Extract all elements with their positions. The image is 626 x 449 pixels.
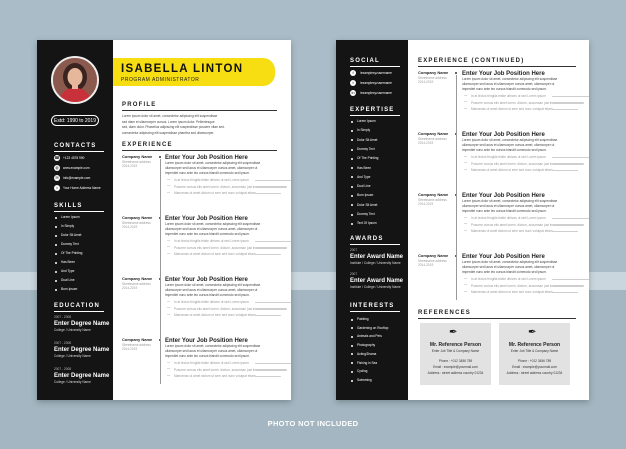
expertise-item: Dolor Sit Amet: [357, 137, 378, 142]
skill-item: Dolor Sit Amet: [61, 233, 82, 237]
job-bullet: In at lectus fringilla tristle ultrices ut sed Lorem ipsum: [174, 239, 249, 243]
resume-page-2: [336, 40, 589, 400]
job-description: Lorem ipsum dolor sit amet, consectetur adipiscing elit suspendisse: [462, 199, 558, 203]
bullet-dot: [351, 214, 353, 216]
bullet-dash: —: [167, 359, 171, 364]
education-degree: Enter Degree Name: [54, 321, 110, 327]
bullet-line: [255, 308, 287, 310]
interest-item: Swimming: [357, 377, 372, 382]
bullet-dot: [351, 223, 353, 225]
bullet-line: [255, 193, 281, 195]
candidate-name: ISABELLA LINTON: [121, 63, 244, 75]
bullet-dot: [55, 280, 57, 282]
bullet-dot: [351, 336, 353, 338]
job-bullet: Maecenas ut amet dictum ut sem sed nunc volutpat etiam: [471, 168, 553, 172]
profile-line: consectetur adipiscing elit suspendisse pharetra sed ullamcorper.: [122, 130, 215, 135]
reference-address: Address : street address country 01234: [506, 371, 563, 375]
job-description: ullamcorper sed lacus et ullamcorper cursus amet, ullamcorper ut: [165, 288, 258, 292]
expertise-item: And Type: [357, 174, 371, 179]
job-description: Lorem ipsum dolor sit amet, consectetur adipiscing elit suspendisse: [462, 138, 558, 142]
divider: [122, 150, 277, 151]
company-address: Streetname address: [418, 197, 447, 202]
interest-item: Gardening on Rooftop: [357, 325, 389, 330]
home-icon: ⌂: [55, 185, 59, 190]
skill-item: In Simply: [61, 224, 75, 228]
job-position: Enter Your Job Position Here: [165, 276, 248, 283]
bullet-dash: —: [167, 250, 171, 255]
reference-name: Mr. Reference Person: [429, 342, 482, 348]
job-description: Lorem ipsum dolor sit amet, consectetur adipiscing elit suspendisse: [462, 77, 558, 81]
job-bullet: Posuere cursus elis amet lorem. dictum, accumsan just in: [174, 306, 256, 311]
bullet-dash: —: [167, 244, 171, 248]
job-bullet: In at lectus fringilla tristle ultrices ut sed Lorem ipsum: [471, 155, 546, 159]
bullet-dot: [55, 253, 57, 255]
bullet-dash: —: [167, 176, 171, 181]
company-years: 2014-2019: [122, 225, 138, 229]
bullet-dash: —: [464, 275, 468, 280]
education-school: College / University Name: [54, 328, 91, 332]
job-bullet: In at lectus fringilla tristle ultrices ut sed Lorem ipsum: [471, 216, 546, 220]
bullet-dot: [55, 289, 57, 291]
job-description: imperdiet nunc ante leo cursus blandit commodo sed ipsum.: [165, 171, 250, 175]
job-description: imperdiet nunc ante leo cursus blandit commodo sed ipsum.: [462, 270, 547, 274]
company-years: 2014-2019: [418, 141, 434, 145]
education-years: 2007 - 2008: [54, 315, 72, 319]
bullet-line: [255, 369, 287, 371]
company-name: Company Name: [122, 154, 153, 159]
job-description: Lorem ipsum dolor sit amet, consectetur adipiscing elit suspendisse: [165, 222, 261, 226]
bullet-line: [255, 302, 291, 304]
job-bullet: In at lectus fringilla tristle ultrices ut sed Lorem ipsum: [174, 178, 249, 182]
bullet-line: [552, 279, 589, 281]
bullet-dot: [351, 149, 353, 151]
company-name: Company Name: [122, 337, 153, 342]
bullet-line: [255, 315, 281, 317]
company-name: Company Name: [122, 215, 153, 220]
expertise-item: Dummy Text: [357, 146, 375, 151]
bullet-dash: —: [464, 221, 468, 225]
interest-item: Photography: [357, 343, 376, 348]
bullet-line: [255, 363, 291, 365]
divider: [54, 151, 104, 152]
company-address: Streetname address: [418, 75, 447, 80]
bullet-dash: —: [167, 298, 171, 303]
interest-item: Cycling: [357, 369, 368, 374]
timeline-line: [160, 159, 161, 384]
bullet-dash: —: [167, 372, 171, 377]
bullet-dot: [351, 195, 353, 197]
job-description: imperdiet nunc ante leo cursus blandit commodo sed ipsum.: [165, 354, 250, 358]
interest-item: Animals and Pets: [357, 334, 382, 339]
bullet-dot: [351, 345, 353, 347]
twitter-icon: t: [350, 80, 356, 86]
reference-email: Email : example@yourmail.com: [512, 365, 557, 369]
job-bullet: In at lectus fringilla tristle ultrices ut sed Lorem ipsum: [174, 300, 249, 304]
job-bullet: Maecenas ut amet dictum ut sem sed nunc volutpat etiam: [174, 252, 256, 256]
company-years: 2014-2019: [418, 263, 434, 267]
bullet-line: [552, 292, 578, 294]
phone-icon: ☎: [54, 155, 60, 160]
company-address: Streetname address: [418, 136, 447, 141]
divider: [418, 318, 576, 319]
left-sidebar: [37, 40, 113, 400]
bullet-line: [552, 170, 578, 172]
bullet-dash: —: [464, 227, 468, 232]
expertise-item: Dual Line: [357, 184, 371, 189]
bullet-dot: [55, 226, 57, 228]
profile-line: Lorem ipsum dolor sit amet, consectetur adipiscing elit suspendisse: [122, 114, 218, 118]
job-position: Enter Your Job Position Here: [462, 70, 545, 77]
job-description: imperdiet nunc ante leo cursus blandit commodo sed ipsum.: [165, 232, 250, 236]
profile-photo: [51, 56, 99, 104]
references-heading: REFERENCES: [418, 310, 472, 316]
divider: [350, 115, 400, 116]
bullet-line: [255, 376, 281, 378]
bullet-line: [255, 241, 291, 243]
job-description: Lorem ipsum dolor sit amet, consectetur adipiscing elit suspendisse: [165, 344, 261, 348]
company-address: Streetname address: [122, 220, 151, 225]
skills-heading: SKILLS: [54, 203, 83, 209]
job-bullet: Posuere cursus elis amet lorem. dictum, accumsan just in: [174, 184, 256, 189]
bullet-dot: [351, 130, 353, 132]
expertise-item: Of The Printing: [357, 156, 379, 161]
job-description: ullamcorper sed lacus et ullamcorper cursus amet, ullamcorper ut: [165, 349, 258, 353]
contact-address: Your Home Address Name: [63, 185, 101, 190]
job-bullet: Maecenas ut amet dictum ut sem sed nunc volutpat etiam: [174, 374, 256, 378]
facebook-icon: f: [350, 70, 356, 76]
globe-icon: ◍: [55, 165, 59, 170]
job-description: ullamcorper sed lacus et ullamcorper cursus amet, ullamcorper ut: [462, 143, 555, 147]
bullet-line: [255, 254, 281, 256]
job-position: Enter Your Job Position Here: [165, 337, 248, 344]
left-sidebar: [336, 40, 408, 400]
bullet-dot: [55, 271, 57, 273]
job-bullet: Posuere cursus elis amet lorem. dictum, accumsan just in: [471, 100, 553, 105]
job-description: ullamcorper sed lacus et ullamcorper cursus amet, ullamcorper ut: [462, 82, 555, 86]
footer-caption: PHOTO NOT INCLUDED: [267, 419, 359, 428]
company-name: Company Name: [418, 192, 449, 197]
bullet-dash: —: [167, 311, 171, 316]
bullet-dot: [351, 362, 353, 364]
reference-phone: Phone : +012 3456 789: [438, 359, 473, 363]
bullet-line: [552, 157, 589, 159]
skill-item: Lorem Ipsum: [61, 215, 80, 219]
job-position: Enter Your Job Position Here: [165, 215, 248, 222]
job-description: imperdiet nunc ante leo cursus blandit commodo sed ipsum.: [462, 148, 547, 152]
expertise-item: Has Been: [357, 165, 371, 170]
job-description: Lorem ipsum dolor sit amet, consectetur adipiscing elit suspendisse: [462, 260, 558, 264]
bullet-line: [552, 218, 589, 220]
company-address: Streetname address: [122, 281, 151, 286]
bullet-dash: —: [464, 99, 468, 103]
skill-item: Dummy Text: [61, 242, 79, 246]
award-title: Enter Award Name: [350, 278, 404, 284]
contact-website: www.example.com: [63, 165, 90, 170]
job-bullet: Maecenas ut amet dictum ut sem sed nunc volutpat etiam: [471, 107, 553, 111]
social-heading: SOCIAL: [350, 58, 380, 64]
contacts-heading: CONTACTS: [54, 143, 97, 149]
timeline-dot: [159, 156, 161, 158]
company-name: Company Name: [418, 70, 449, 75]
award-institute: Institute / College / University Name: [350, 261, 401, 265]
profile-heading: PROFILE: [122, 102, 157, 108]
social-link: /examplexyzusername: [360, 90, 392, 95]
reference-card: [420, 323, 491, 385]
job-bullet: Maecenas ut amet dictum ut sem sed nunc volutpat etiam: [471, 290, 553, 294]
job-bullet: Posuere cursus elis amet lorem. dictum, accumsan just in: [174, 245, 256, 250]
established-text: Estd: 1990 to 2019: [54, 117, 96, 124]
reference-card: [499, 323, 570, 385]
company-years: 2014-2019: [122, 286, 138, 290]
resume-page-1: [37, 40, 291, 400]
bullet-dash: —: [167, 189, 171, 194]
job-description: ullamcorper sed lacus et ullamcorper cursus amet, ullamcorper ut: [165, 227, 258, 231]
job-position: Enter Your Job Position Here: [462, 131, 545, 138]
skill-item: Of The Printing: [61, 251, 83, 255]
interests-heading: INTERESTS: [350, 303, 395, 309]
profile-line: sed diam et ullamcorper cursus. Lorem ipsum dolor. Pellentesque: [122, 119, 215, 124]
education-heading: EDUCATION: [54, 303, 101, 309]
bullet-dash: —: [464, 160, 468, 164]
bullet-dot: [351, 167, 353, 169]
job-bullet: Posuere cursus elis amet lorem. dictum, accumsan just in: [471, 222, 553, 227]
job-description: ullamcorper sed lacus et ullamcorper cursus amet, ullamcorper ut: [165, 166, 258, 170]
expertise-item: Dolor Sit Amet: [357, 202, 378, 207]
divider: [418, 66, 576, 67]
contact-email: info@example.com: [63, 175, 91, 180]
bullet-dot: [351, 176, 353, 178]
bullet-dot: [55, 262, 57, 264]
skill-item: Burn Ipsum: [61, 287, 78, 291]
bullet-dot: [55, 244, 57, 246]
bullet-dot: [351, 319, 353, 321]
company-address: Streetname address: [418, 258, 447, 263]
experience-continued-heading: EXPERIENCE (CONTINUED): [418, 58, 525, 64]
company-address: Streetname address: [122, 159, 151, 164]
reference-address: Address : street address country 01234: [427, 371, 484, 375]
bullet-dash: —: [167, 305, 171, 309]
interest-item: Acting/Drama: [357, 351, 377, 356]
bullet-line: [255, 247, 287, 249]
job-bullet: In at lectus fringilla tristle ultrices ut sed Lorem ipsum: [471, 94, 546, 98]
expertise-item: Lorem Ipsum: [357, 119, 376, 123]
awards-heading: AWARDS: [350, 236, 384, 242]
person-photo-icon: [53, 58, 97, 102]
expertise-item: Dummy Text: [357, 212, 375, 216]
expertise-heading: EXPERTISE: [350, 107, 395, 113]
bullet-line: [255, 180, 291, 182]
divider: [350, 311, 400, 312]
divider: [54, 311, 104, 312]
company-name: Company Name: [418, 131, 449, 136]
bullet-dash: —: [464, 105, 468, 110]
education-degree: Enter Degree Name: [54, 347, 110, 353]
expertise-item: Burn Ipsum: [357, 193, 374, 198]
bullet-dash: —: [464, 92, 468, 97]
bullet-dot: [351, 186, 353, 188]
job-description: imperdiet nunc ante leo cursus blandit commodo sed ipsum.: [462, 209, 547, 213]
timeline-line: [456, 75, 457, 300]
skill-item: And Type: [61, 269, 75, 273]
bullet-dash: —: [464, 166, 468, 171]
bullet-line: [552, 224, 584, 226]
bullet-line: [552, 96, 589, 98]
job-bullet: Posuere cursus elis amet lorem. dictum, accumsan just in: [174, 367, 256, 372]
job-description: ullamcorper sed lacus et ullamcorper cursus amet, ullamcorper ut: [462, 265, 555, 269]
divider: [350, 244, 400, 245]
job-description: Lorem ipsum dolor sit amet, consectetur adipiscing elit suspendisse: [165, 283, 261, 287]
bullet-dash: —: [167, 183, 171, 187]
bullet-line: [552, 285, 584, 287]
skill-item: Dual Line: [61, 278, 75, 282]
award-year: 2007: [350, 272, 358, 276]
company-years: 2014-2019: [122, 347, 138, 351]
linkedin-icon: in: [351, 90, 355, 95]
expertise-item: Text Of Ipsum: [357, 221, 377, 226]
candidate-title: PROGRAM ADMINISTRATOR: [121, 77, 200, 83]
bullet-dash: —: [464, 153, 468, 158]
reference-role: Enter Job Title & Company Name: [510, 349, 559, 353]
bullet-dash: —: [464, 214, 468, 219]
company-name: Company Name: [418, 253, 449, 258]
job-bullet: Maecenas ut amet dictum ut sem sed nunc volutpat etiam: [174, 191, 256, 195]
bullet-dot: [351, 327, 353, 329]
divider: [122, 110, 277, 111]
bullet-dot: [351, 353, 353, 355]
bullet-dot: [351, 204, 353, 206]
job-position: Enter Your Job Position Here: [165, 154, 248, 161]
reference-email: Email : example@yourmail.com: [433, 365, 478, 369]
bullet-dot: [351, 139, 353, 141]
job-bullet: Posuere cursus elis amet lorem. dictum, accumsan just in: [471, 283, 553, 288]
education-years: 2007 - 2008: [54, 341, 72, 345]
job-description: imperdiet nunc ante leo cursus blandit commodo sed ipsum.: [165, 293, 250, 297]
bullet-dash: —: [167, 237, 171, 242]
company-address: Streetname address: [122, 342, 151, 347]
company-years: 2014-2019: [418, 80, 434, 84]
bullet-dot: [55, 217, 57, 219]
bullet-dot: [351, 371, 353, 373]
bullet-line: [552, 102, 584, 104]
job-description: ullamcorper sed lacus et ullamcorper cursus amet, ullamcorper ut: [462, 204, 555, 208]
job-bullet: Posuere cursus elis amet lorem. dictum, accumsan just in: [471, 161, 553, 166]
reference-role: Enter Job Title & Company Name: [431, 349, 480, 353]
reference-name: Mr. Reference Person: [508, 342, 561, 348]
bullet-line: [552, 231, 578, 233]
bullet-line: [255, 186, 287, 188]
divider: [54, 211, 104, 212]
reference-phone: Phone : +012 3456 789: [517, 359, 552, 363]
job-position: Enter Your Job Position Here: [462, 192, 545, 199]
job-bullet: Maecenas ut amet dictum ut sem sed nunc volutpat etiam: [471, 229, 553, 233]
award-title: Enter Award Name: [350, 254, 404, 260]
bullet-dash: —: [464, 282, 468, 286]
company-years: 2014-2019: [122, 164, 138, 168]
job-bullet: In at lectus fringilla tristle ultrices ut sed Lorem ipsum: [174, 361, 249, 365]
quill-icon: ✒: [449, 327, 458, 338]
bullet-line: [552, 163, 584, 165]
bullet-dash: —: [464, 288, 468, 293]
job-position: Enter Your Job Position Here: [462, 253, 545, 260]
experience-heading: EXPERIENCE: [122, 142, 173, 148]
award-year: 2007: [350, 248, 358, 252]
timeline-dot: [455, 72, 457, 74]
job-bullet: In at lectus fringilla tristle ultrices ut sed Lorem ipsum: [471, 277, 546, 281]
skill-item: Has Been: [61, 260, 75, 264]
bullet-dot: [351, 158, 353, 160]
education-degree: Enter Degree Name: [54, 373, 110, 379]
education-years: 2007 - 2008: [54, 367, 72, 371]
quill-icon: ✒: [528, 327, 537, 338]
bullet-dot: [55, 235, 57, 237]
job-description: imperdiet nunc ante leo cursus blandit commodo sed ipsum.: [462, 87, 547, 91]
company-years: 2014-2019: [418, 202, 434, 206]
award-institute: Institute / College / University Name: [350, 285, 401, 289]
job-description: Lorem ipsum dolor sit amet, consectetur adipiscing elit suspendisse: [165, 161, 261, 165]
company-name: Company Name: [122, 276, 153, 281]
interest-item: Fishing in Sea: [357, 360, 378, 365]
education-school: College / University Name: [54, 354, 91, 358]
expertise-item: In Simply: [357, 128, 371, 133]
email-icon: ✉: [55, 175, 59, 180]
education-school: College / University Name: [54, 380, 91, 384]
bullet-line: [552, 109, 578, 111]
bullet-dot: [351, 380, 353, 382]
job-bullet: Maecenas ut amet dictum ut sem sed nunc volutpat etiam: [174, 313, 256, 317]
interest-item: Painting: [357, 317, 369, 321]
social-link: /examplexyzusername: [360, 70, 392, 75]
social-link: /examplexyzusername: [360, 80, 392, 85]
divider: [350, 66, 400, 67]
bullet-dot: [351, 121, 353, 123]
profile-line: sed, diam dolor. Phasellus adipiscing elit suspendisse posuere vitae sed.: [122, 125, 225, 129]
contact-phone: +123 4578 990: [63, 155, 85, 160]
established-badge: [51, 115, 99, 126]
bullet-dash: —: [167, 366, 171, 370]
